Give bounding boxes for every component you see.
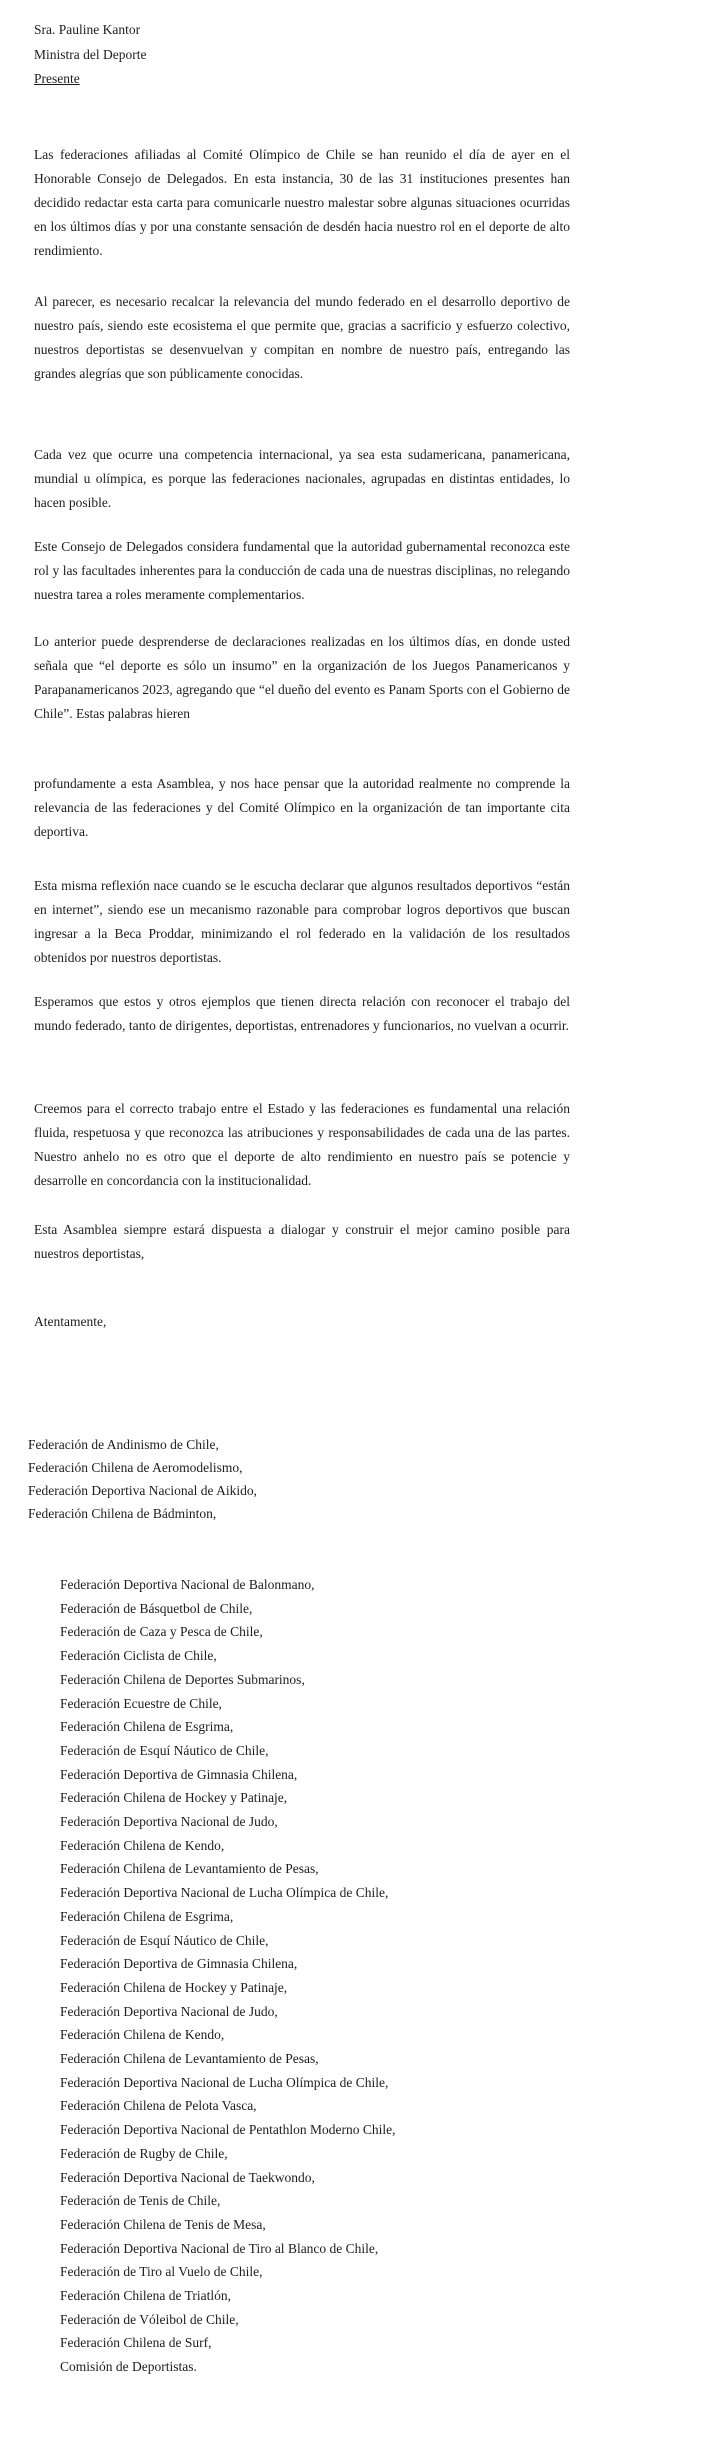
signatory: Federación Chilena de Tenis de Mesa, [60,2216,266,2232]
signatory: Federación Chilena de Hockey y Patinaje, [60,1790,288,1806]
paragraph-council: Este Consejo de Delegados considera fundamental que la autoridad gubernamental reconozca este rol y las facultades inherentes para la conducción de cada una de nuestras disciplinas, no relegando nuestra tarea a roles meramente complementarios. [34,539,570,602]
signatory: Federación de Rugby de Chile, [60,2145,228,2161]
signatory: Federación de Tiro al Vuelo de Chile, [60,2264,263,2280]
signatory: Federación Chilena de Surf, [60,2335,212,2351]
signatory: Federación Chilena de Esgrima, [60,1908,234,1924]
signatory: Federación Chilena de Levantamiento de Pesas, [60,1861,319,1877]
paragraph-relevance: Al parecer, es necesario recalcar la relevancia del mundo federado en el desarrollo deportivo de nuestro país, siendo este ecosistema el que permite que, gracias a sacrificio y esfuerzo colectivo, nuestros deportistas se desenvuelvan y compitan en nombre de nuestro país, entregando las grandes alegrías que son públicamente conocidas. [34,294,570,381]
signatory: Federación de Andinismo de Chile, [28,1437,219,1452]
signatory: Federación Ciclista de Chile, [60,1648,217,1664]
signatory: Comisión de Deportistas. [60,2359,197,2375]
signatory: Federación de Caza y Pesca de Chile, [60,1624,263,1640]
signatory: Federación Deportiva de Gimnasia Chilena, [60,1956,298,1972]
paragraph-declarations: Lo anterior puede desprenderse de declaraciones realizadas en los últimos días, en donde usted señala que “el deporte es sólo un insumo” en la organización de los Juegos Panamericanos y Parapanamericanos 2023, agregando que “el dueño del evento es Panam Sports con el Gobierno de Chile”. Estas palabras hieren [34,634,570,721]
signatory: Federación Chilena de Kendo, [60,2027,225,2043]
signatory: Federación Chilena de Triatlón, [60,2288,231,2303]
paragraph-relationship: Creemos para el correcto trabajo entre el Estado y las federaciones es fundamental una relación fluida, respetuosa y que reconozca las atribuciones y responsabilidades de cada una de las partes. Nuestro anhelo no es otro que el deporte de alto rendimiento en nuestro país se potencie y desarrolle en concordancia con la institucionalidad. [34,1101,570,1188]
paragraph-hope: Esperamos que estos y otros ejemplos que tienen directa relación con reconocer el trabajo del mundo federado, tanto de dirigentes, deportistas, entrenadores y funcionarios, no vuelvan a ocurrir. [34,994,570,1033]
signatory: Federación de Tenis de Chile, [60,2193,221,2209]
signatory: Federación Chilena de Bádminton, [28,1506,217,1521]
paragraph-assembly-hurt: profundamente a esta Asamblea, y nos hace pensar que la autoridad realmente no comprende la relevancia de las federaciones y del Comité Olímpico en la organización de tan importante cita deportiva. [34,776,570,839]
signatory: Federación Chilena de Kendo, [60,1837,225,1853]
signatory: Federación Deportiva Nacional de Judo, [60,1814,278,1829]
recipient-position: Ministra del Deporte [34,47,147,62]
paragraph-competitions: Cada vez que ocurre una competencia internacional, ya sea esta sudamericana, panamericana, mundial u olímpica, es porque las federaciones nacionales, agrupadas en distintas entidades, lo hacen posible. [34,447,570,510]
paragraph-intro: Las federaciones afiliadas al Comité Olímpico de Chile se han reunido el día de ayer en el Honorable Consejo de Delegados. En esta instancia, 30 de las 31 instituciones presentes han decidido redactar esta carta para comunicarle nuestro malestar sobre algunas situaciones ocurridas en los últimos días y por una constante sensación de desdén hacia nuestro rol en el deporte de alto rendimiento. [34,147,570,258]
signatory: Federación Deportiva Nacional de Taekwondo, [60,2169,315,2185]
signatory: Federación Chilena de Pelota Vasca, [60,2098,257,2114]
recipient-name: Sra. Pauline Kantor [34,22,141,37]
signatory: Federación Chilena de Aeromodelismo, [28,1460,243,1475]
closing-salutation: Atentamente, [34,1314,107,1329]
signatory: Federación Deportiva Nacional de Pentathlon Moderno Chile, [60,2122,396,2138]
paragraph-dialogue: Esta Asamblea siempre estará dispuesta a dialogar y construir el mejor camino posible para nuestros deportistas, [34,1222,570,1261]
signatory: Federación Deportiva Nacional de Judo, [60,2003,278,2019]
signatory: Federación de Vóleibol de Chile, [60,2311,239,2327]
signatory: Federación Deportiva de Gimnasia Chilena, [60,1766,298,1782]
signatory: Federación Deportiva Nacional de Aikido, [28,1483,258,1498]
signatory: Federación de Básquetbol de Chile, [60,1600,253,1616]
signatory: Federación de Esquí Náutico de Chile, [60,1742,269,1758]
signatory: Federación Chilena de Deportes Submarinos, [60,1671,305,1687]
signatory: Federación Chilena de Hockey y Patinaje, [60,1979,288,1995]
signatory: Federación Deportiva Nacional de Lucha Olímpica de Chile, [60,1885,389,1901]
signatory: Federación Ecuestre de Chile, [60,1695,222,1711]
paragraph-reflection: Esta misma reflexión nace cuando se le escucha declarar que algunos resultados deportivos “están en internet”, siendo ese un mecanismo razonable para comprobar logros deportivos que buscan ingresar a la Beca Proddar, minimizando el rol federado en la validación de los resultados obtenidos por nuestros deportistas. [34,878,570,965]
signatory: Federación Chilena de Esgrima, [60,1719,234,1735]
presente-label: Presente [34,71,80,86]
signatory: Federación Chilena de Levantamiento de Pesas, [60,2051,319,2066]
signatory: Federación Deportiva Nacional de Balonmano, [60,1577,315,1592]
signatory: Federación de Esquí Náutico de Chile, [60,1932,269,1948]
signatory: Federación Deportiva Nacional de Tiro al Blanco de Chile, [60,2240,379,2256]
signatory: Federación Deportiva Nacional de Lucha Olímpica de Chile, [60,2074,389,2090]
